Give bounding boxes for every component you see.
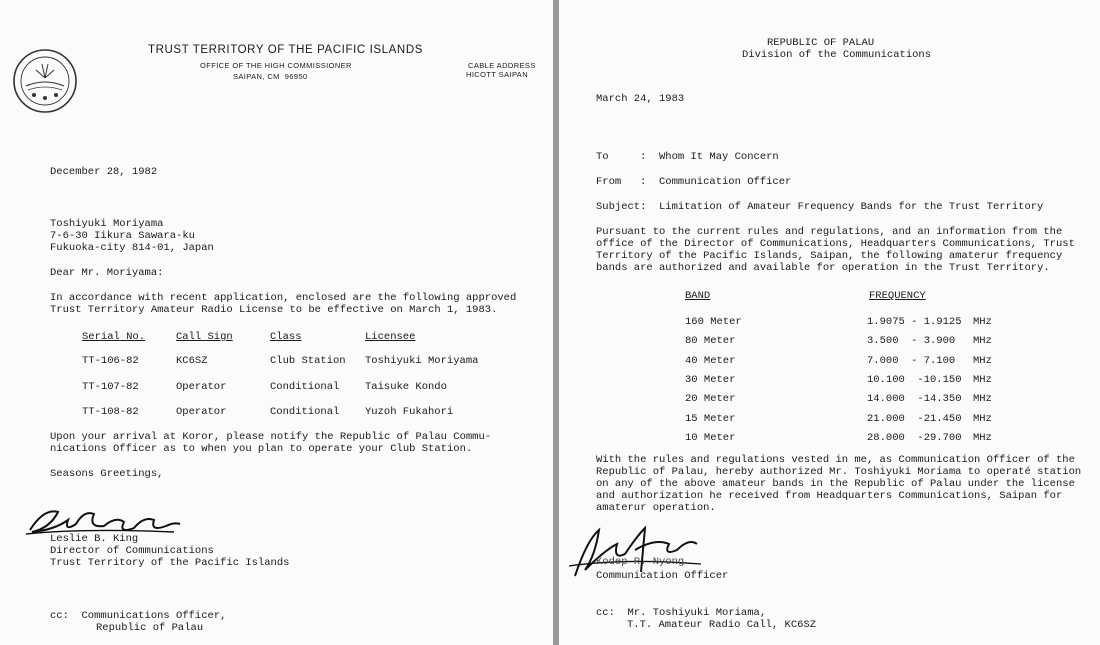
cc-line: cc: Communications Officer, [50,610,227,622]
letter-republic-of-palau [559,0,1100,645]
table-cell: Yuzoh Fukahori [365,406,454,418]
table-header-serial: Serial No. [82,331,146,343]
intro-line: In accordance with recent application, enclosed are the following approved [50,292,517,304]
colon: : [640,176,647,188]
table-cell: Operator [176,406,227,418]
band-frequency: 10.100 -10.150 [867,373,962,386]
band-frequency: 28.000 -29.700 [867,431,962,444]
from-value: Communication Officer [659,176,792,188]
to-label: To [596,151,609,163]
paragraph-line: Pursuant to the current rules and regulations, and an information from the [596,226,1063,238]
paragraph-line: amaterur operation. [596,502,716,514]
table-header-class: Class [270,331,302,343]
signer-name: Leslie B. King [50,533,139,545]
signer-name: Kodep R. Nyong [596,556,685,568]
cable-address-value: HICOTT SAIPAN [466,70,529,79]
table-header-callsign: Call Sign [176,331,233,343]
table-header-licensee: Licensee [365,331,416,343]
band-name: 10 Meter [685,431,736,444]
paragraph-line: bands are authorized and available for operation in the Trust Territory. [596,262,1050,274]
frequency-unit: MHz [973,335,992,348]
signer-title: Director of Communications [50,545,214,557]
band-name: 20 Meter [685,393,736,406]
paragraph-line: Territory of the Pacific Islands, Saipan, the following amaterur frequency [596,250,1063,262]
intro-line: Trust Territory Amateur Radio License to be effective on March 1, 1983. [50,304,498,316]
letterhead-city: SAIPAN, CM 96950 [233,72,308,81]
paragraph-line: and authorization he received from Headquarters Communications, Saipan for [596,490,1063,502]
frequency-unit: MHz [973,373,992,386]
frequency-header: FREQUENCY [869,290,926,302]
band-name: 80 Meter [685,335,736,348]
frequency-unit: MHz [973,316,992,328]
table-cell: Operator [176,381,227,393]
letterhead-division: Division of the Communications [742,49,932,61]
trust-territory-seal-icon [12,48,78,114]
closing-paragraph-line: nications Officer as to when you plan to operate your Club Station. [50,443,473,455]
frequency-unit: MHz [973,431,992,444]
table-cell: Club Station [270,355,346,367]
greeting: Seasons Greetings, [50,468,164,480]
band-frequency: 3.500 - 3.900 [867,335,956,348]
letter-date: December 28, 1982 [50,166,158,178]
band-frequency: 1.9075 - 1.9125 [867,316,962,328]
letterhead-org: TRUST TERRITORY OF THE PACIFIC ISLANDS [148,44,423,56]
paragraph-line: With the rules and regulations vested in me, as Communication Officer of the [596,454,1075,466]
band-frequency: 14.000 -14.350 [867,393,962,406]
signer-org: Trust Territory of the Pacific Islands [50,557,290,569]
paragraph-line: Republic of Palau, hereby authorized Mr. Toshiyuki Moriama to operaté station [596,466,1082,478]
band-frequency: 7.000 - 7.100 [867,354,956,367]
table-cell: TT-106-82 [82,355,139,367]
band-header: BAND [685,290,711,302]
paragraph-line: office of the Director of Communications, Headquarters Communications, Trust [596,238,1075,250]
table-cell: TT-108-82 [82,406,139,418]
closing-paragraph-line: Upon your arrival at Koror, please notify the Republic of Palau Commu- [50,431,492,443]
band-name: 40 Meter [685,354,736,367]
frequency-unit: MHz [973,354,992,367]
salutation: Dear Mr. Moriyama: [50,267,164,279]
colon: : [640,151,647,163]
frequency-unit: MHz [973,393,992,406]
from-label: From [596,176,622,188]
cc-line: cc: Mr. Toshiyuki Moriama, [596,607,767,619]
table-cell: Toshiyuki Moriyama [365,355,479,367]
cc-line: T.T. Amateur Radio Call, KC6SZ [627,619,817,631]
letter-date: March 24, 1983 [596,93,685,105]
cable-address-label: CABLE ADDRESS [468,61,536,70]
letterhead-office: OFFICE OF THE HIGH COMMISSIONER [200,61,352,70]
recipient-line: 7-6-30 Iikura Sawara-ku [50,230,195,242]
subject-value: Limitation of Amateur Frequency Bands for the Trust Territory [659,201,1044,213]
band-name: 160 Meter [685,316,742,328]
band-name: 15 Meter [685,412,736,425]
signer-title: Communication Officer [596,570,729,582]
table-cell: TT-107-82 [82,381,139,393]
paragraph-line: on any of the above amateur bands in the Republic of Palau under the license [596,478,1075,490]
table-cell: Taisuke Kondo [365,381,447,393]
frequency-unit: MHz [973,412,992,425]
letterhead-org: REPUBLIC OF PALAU [767,37,875,49]
to-value: Whom It May Concern [659,151,779,163]
band-frequency: 21.000 -21.450 [867,412,962,425]
table-cell: Conditional [270,406,340,418]
subject-label: Subject: [596,201,647,213]
table-cell: Conditional [270,381,340,393]
recipient-line: Toshiyuki Moriyama [50,218,164,230]
cc-line: Republic of Palau [96,622,204,634]
recipient-line: Fukuoka-city 814-01, Japan [50,242,214,254]
table-cell: KC6SZ [176,355,208,367]
band-name: 30 Meter [685,373,736,386]
